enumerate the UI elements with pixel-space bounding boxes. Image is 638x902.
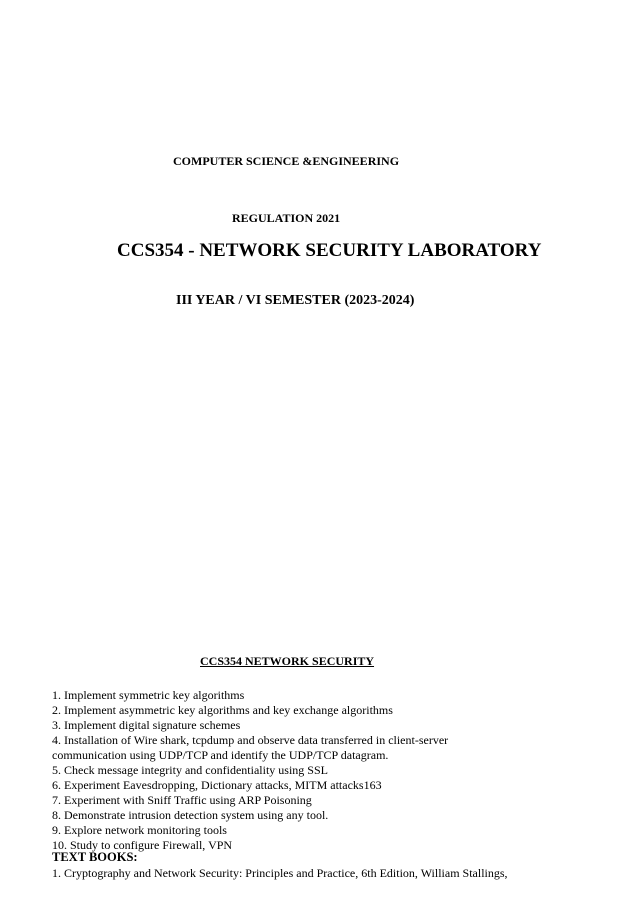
list-item: 7. Experiment with Sniff Traffic using ARP Poisoning	[52, 793, 312, 807]
list-item: 6. Experiment Eavesdropping, Dictionary attacks, MITM attacks163	[52, 778, 382, 792]
list-item: 1. Implement symmetric key algorithms	[52, 688, 245, 702]
year-semester-heading: III YEAR / VI SEMESTER (2023-2024)	[176, 293, 415, 308]
list-item: 1. Cryptography and Network Security: Principles and Practice, 6th Edition, William Stallings,	[52, 866, 508, 880]
list-item: 2. Implement asymmetric key algorithms and key exchange algorithms	[52, 703, 393, 717]
list-item: 8. Demonstrate intrusion detection system using any tool.	[52, 808, 329, 822]
list-item: 5. Check message integrity and confidentiality using SSL	[52, 763, 328, 777]
list-item: 3. Implement digital signature schemes	[52, 718, 241, 732]
experiment-list	[52, 688, 448, 853]
list-item: 4. Installation of Wire shark, tcpdump and observe data transferred in client-server	[52, 733, 449, 747]
syllabus-title: CCS354 NETWORK SECURITY	[200, 654, 375, 668]
textbooks-heading: TEXT BOOKS:	[52, 850, 138, 864]
list-item: communication using UDP/TCP and identify the UDP/TCP datagram.	[52, 748, 389, 762]
textbook-list	[52, 866, 508, 881]
list-item: 10. Study to configure Firewall, VPN	[52, 838, 233, 852]
department-heading: COMPUTER SCIENCE &ENGINEERING	[173, 154, 400, 168]
regulation-heading: REGULATION 2021	[232, 211, 341, 225]
course-title: CCS354 - NETWORK SECURITY LABORATORY	[117, 240, 542, 261]
list-item: 9. Explore network monitoring tools	[52, 823, 227, 837]
